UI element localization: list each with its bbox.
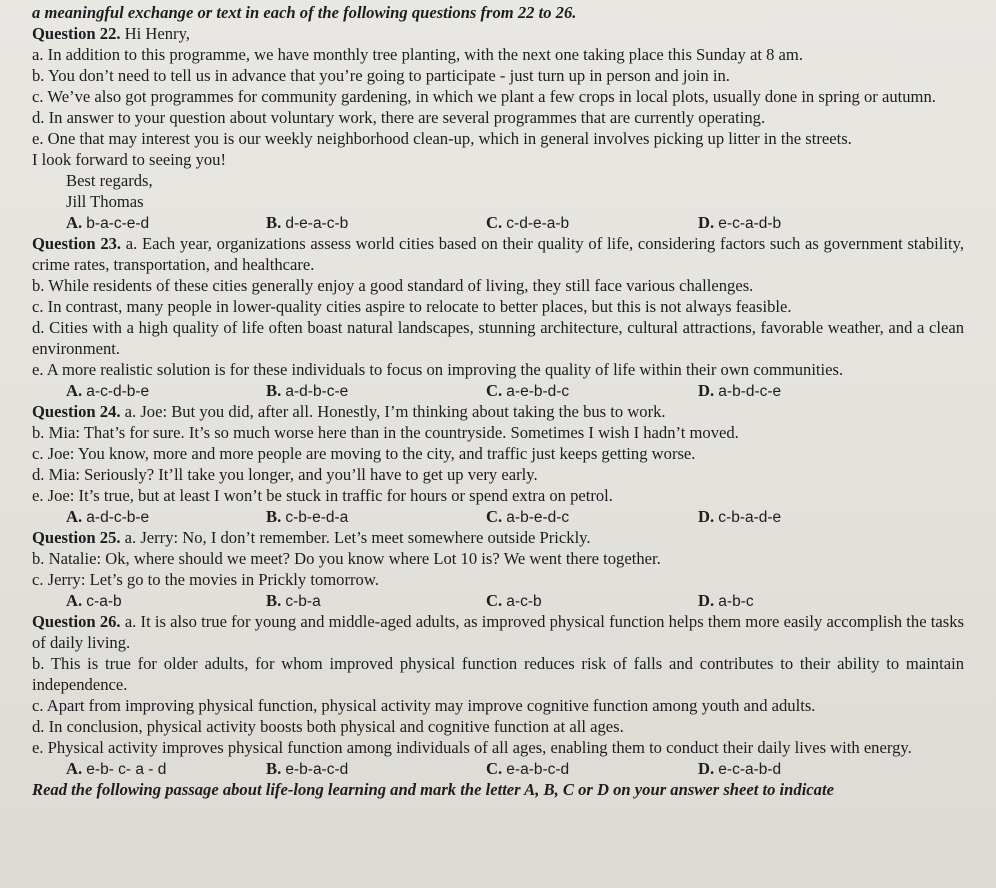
- q23-option-a[interactable]: A. a-c-d-b-e: [66, 381, 150, 400]
- q23-option-c[interactable]: C. a-e-b-d-c: [486, 381, 570, 400]
- q24-item-e: e. Joe: It’s true, but at least I won’t be stuck in traffic for hours or spend extra on petrol.: [32, 486, 613, 505]
- q24-option-d[interactable]: D. c-b-a-d-e: [698, 507, 782, 526]
- q26-item-c: c. Apart from improving physical function, physical activity may improve cognitive function among youth and adults.: [32, 696, 816, 715]
- q26-option-a[interactable]: A. e-b- c- a - d: [66, 759, 167, 778]
- question-number: Question 26.: [32, 612, 121, 631]
- question-number: Question 24.: [32, 402, 121, 421]
- q22-option-d[interactable]: D. e-c-a-d-b: [698, 213, 782, 232]
- q25-options: [32, 590, 964, 611]
- q23-options: [32, 380, 964, 401]
- q25-option-a[interactable]: A. c-a-b: [66, 591, 122, 610]
- q23-item-a: Question 23. a. Each year, organizations assess world cities based on their quality of life, considering factors such as government stability, crime rates, transportation, and healthcare.: [32, 234, 964, 274]
- q25-option-d[interactable]: D. a-b-c: [698, 591, 754, 610]
- q26-item-d: d. In conclusion, physical activity boosts both physical and cognitive function at all ages.: [32, 717, 624, 736]
- q23-option-b[interactable]: B. a-d-b-c-e: [266, 381, 349, 400]
- q23-item-b: b. While residents of these cities generally enjoy a good standard of living, they still face various challenges.: [32, 276, 754, 295]
- letter-sign-off: Best regards,: [66, 171, 153, 190]
- q22-option-a[interactable]: A. b-a-c-e-d: [66, 213, 150, 232]
- q26-item-a: Question 26. a. It is also true for young and middle-aged adults, as improved physical function helps them more easily accomplish the tasks of daily living.: [32, 612, 964, 652]
- q24-item-d: d. Mia: Seriously? It’ll take you longer, and you’ll have to get up very early.: [32, 465, 538, 484]
- q22-item-b: b. You don’t need to tell us in advance that you’re going to participate - just turn up in person and join in.: [32, 66, 730, 85]
- letter-greeting: Hi Henry,: [124, 24, 190, 43]
- q24-options: [32, 506, 964, 527]
- q24-option-b[interactable]: B. c-b-e-d-a: [266, 507, 349, 526]
- question-number: Question 23.: [32, 234, 122, 253]
- letter-closing: I look forward to seeing you!: [32, 150, 227, 169]
- q25-option-c[interactable]: C. a-c-b: [486, 591, 542, 610]
- letter-signature-name: Jill Thomas: [66, 192, 144, 211]
- q23-item-e: e. A more realistic solution is for these individuals to focus on improving the quality of life within their own communities.: [32, 360, 844, 379]
- q22-item-d: d. In answer to your question about voluntary work, there are several programmes that are currently operating.: [32, 108, 766, 127]
- q25-item-c: c. Jerry: Let’s go to the movies in Prickly tomorrow.: [32, 570, 379, 589]
- passage-instruction-line: Read the following passage about life-long learning and mark the letter A, B, C or D on your answer sheet to indicate: [32, 780, 834, 799]
- q26-option-b[interactable]: B. e-b-a-c-d: [266, 759, 349, 778]
- q26-options: [32, 758, 964, 779]
- instruction-line: a meaningful exchange or text in each of the following questions from 22 to 26.: [32, 3, 577, 22]
- q24-item-a: Question 24. a. Joe: But you did, after all. Honestly, I’m thinking about taking the bus to work.: [32, 402, 666, 421]
- q25-item-b: b. Natalie: Ok, where should we meet? Do you know where Lot 10 is? We went there together.: [32, 549, 661, 568]
- q22-option-b[interactable]: B. d-e-a-c-b: [266, 213, 349, 232]
- q24-option-a[interactable]: A. a-d-c-b-e: [66, 507, 150, 526]
- q26-item-b: b. This is true for older adults, for whom improved physical function reduces risk of falls and contributes to their ability to maintain independence.: [32, 654, 964, 694]
- q23-option-d[interactable]: D. a-b-d-c-e: [698, 381, 782, 400]
- q22-item-a: a. In addition to this programme, we have monthly tree planting, with the next one taking place this Sunday at 8 am.: [32, 45, 803, 64]
- q22-option-c[interactable]: C. c-d-e-a-b: [486, 213, 570, 232]
- q23-item-d: d. Cities with a high quality of life often boast natural landscapes, stunning architecture, cultural attractions, favorable weather, and a clean environment.: [32, 318, 964, 358]
- q24-option-c[interactable]: C. a-b-e-d-c: [486, 507, 570, 526]
- q25-option-b[interactable]: B. c-b-a: [266, 591, 321, 610]
- q24-item-b: b. Mia: That’s for sure. It’s so much worse here than in the countryside. Sometimes I wish I hadn’t moved.: [32, 423, 739, 442]
- q26-option-d[interactable]: D. e-c-a-b-d: [698, 759, 782, 778]
- q25-item-a: Question 25. a. Jerry: No, I don’t remember. Let’s meet somewhere outside Prickly.: [32, 528, 591, 547]
- q26-item-e: e. Physical activity improves physical function among individuals of all ages, enabling them to conduct their daily lives with energy.: [32, 738, 912, 757]
- question-number: Question 25.: [32, 528, 121, 547]
- q22-item-e: e. One that may interest you is our weekly neighborhood clean-up, which in general involves picking up litter in the streets.: [32, 129, 852, 148]
- q23-item-c: c. In contrast, many people in lower-quality cities aspire to relocate to better places, but this is not always feasible.: [32, 297, 792, 316]
- question-number: Question 22.: [32, 24, 121, 43]
- q22-item-c: c. We’ve also got programmes for community gardening, in which we plant a few crops in local plots, usually done in spring or autumn.: [32, 87, 936, 106]
- question-22-heading: [32, 23, 964, 44]
- q24-item-c: c. Joe: You know, more and more people are moving to the city, and traffic just keeps getting worse.: [32, 444, 696, 463]
- q22-options: [32, 212, 964, 233]
- q26-option-c[interactable]: C. e-a-b-c-d: [486, 759, 570, 778]
